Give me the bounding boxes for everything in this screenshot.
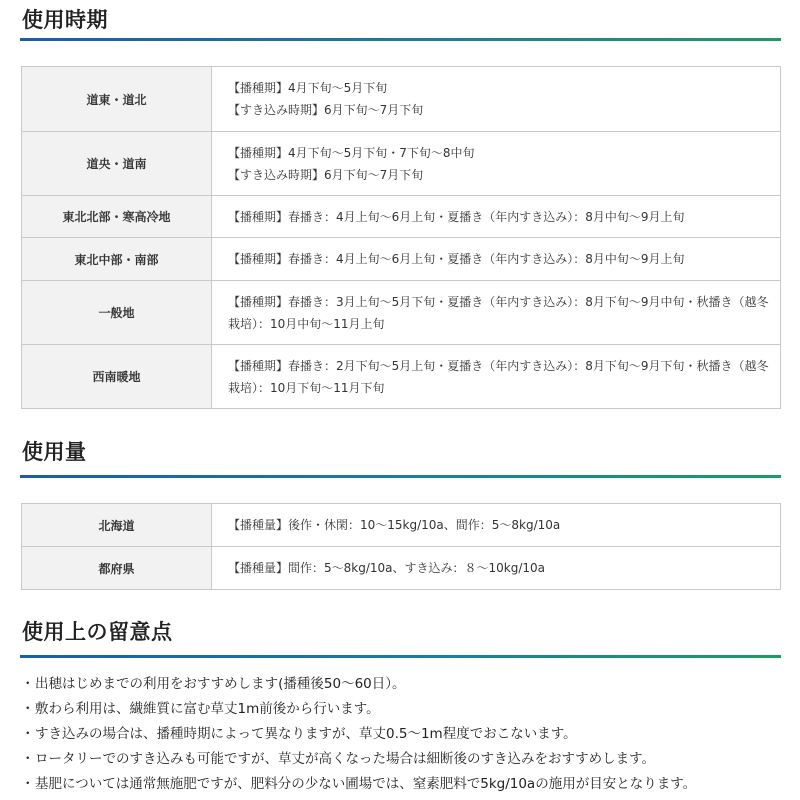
table-row: [22, 345, 781, 409]
section-title-period: 使用時期: [22, 8, 108, 32]
detail-line: 【すき込み時期】6月下旬～7月下旬: [228, 103, 424, 117]
detail-line: 【播種期】春播き：4月上旬～6月上旬・夏播き（年内すき込み）：8月中旬～9月上旬: [228, 209, 685, 224]
note-text: ロータリーでのすき込みも可能ですが、草丈が高くなった場合は細断後のすき込みをおすすめします。: [35, 751, 656, 767]
amount-detail: [212, 504, 781, 547]
section-divider: [20, 38, 781, 41]
list-item: [21, 672, 696, 697]
note-text: 敷わら利用は、繊維質に富む草丈1m前後から行います。: [35, 701, 380, 717]
list-item: [21, 722, 696, 747]
region-label: 北海道: [22, 504, 212, 547]
region-label: 都府県: [22, 547, 212, 590]
detail-line: 【播種量】後作・休閑：10～15kg/10a、間作：5～8kg/10a: [228, 518, 561, 532]
region-label: 西南暖地: [22, 345, 212, 409]
bullet-icon: ・: [21, 726, 35, 742]
bullet-icon: ・: [21, 776, 35, 792]
period-detail: [212, 238, 781, 281]
section-title-notes: 使用上の留意点: [22, 620, 173, 644]
section-title-amount: 使用量: [22, 440, 87, 464]
detail-line: 【播種期】春播き：4月上旬～6月上旬・夏播き（年内すき込み）：8月中旬～9月上旬: [228, 252, 685, 266]
detail-line: 【播種期】4月下旬～5月下旬: [228, 81, 388, 95]
bullet-icon: ・: [21, 676, 35, 692]
period-detail: [212, 281, 781, 345]
detail-line: 【播種期】春播き：2月下旬～5月上旬・夏播き（年内すき込み）：8月下旬～9月下旬・秋播き（越冬栽培）：10月下旬～11月下旬: [228, 358, 769, 395]
note-text: 出穂はじめまでの利用をおすすめします(播種後50～60日）。: [35, 676, 406, 692]
region-label: 東北中部・南部: [22, 238, 212, 281]
table-row: [22, 238, 781, 281]
period-detail: [212, 345, 781, 409]
table-row: [22, 547, 781, 590]
period-detail: [212, 196, 781, 238]
region-label: 道央・道南: [22, 132, 212, 196]
note-text: 基肥については通常無施肥ですが、肥料分の少ない圃場では、窒素肥料で5kg/10aの施用が目安となります。: [35, 776, 697, 792]
region-label: 道東・道北: [22, 67, 212, 132]
region-label: 東北北部・寒高冷地: [22, 196, 212, 238]
list-item: [21, 697, 696, 722]
note-text: すき込みの場合は、播種時期によって異なりますが、草丈0.5～1m程度でおこないます。: [35, 726, 577, 742]
region-label: 一般地: [22, 281, 212, 345]
bullet-icon: ・: [21, 701, 35, 717]
section-divider: [20, 655, 781, 658]
table-row: [22, 67, 781, 132]
list-item: [21, 747, 696, 772]
section-divider: [20, 475, 781, 478]
list-item: [21, 772, 696, 797]
detail-line: 【播種期】春播き：3月上旬～5月下旬・夏播き（年内すき込み）：8月下旬～9月中旬・秋播き（越冬栽培）：10月中旬～11月上旬: [228, 294, 769, 331]
period-detail: [212, 132, 781, 196]
notes-list: [21, 672, 696, 797]
table-row: [22, 504, 781, 547]
period-table: [21, 66, 781, 409]
period-detail: [212, 67, 781, 132]
detail-line: 【播種期】4月下旬～5月下旬・7下旬～8中旬: [228, 145, 475, 160]
bullet-icon: ・: [21, 751, 35, 767]
detail-line: 【すき込み時期】6月下旬～7月下旬: [228, 167, 424, 182]
table-row: [22, 196, 781, 238]
amount-detail: [212, 547, 781, 590]
table-row: [22, 132, 781, 196]
amount-table: [21, 503, 781, 590]
detail-line: 【播種量】間作：5～8kg/10a、すき込み：８～10kg/10a: [228, 561, 546, 575]
table-row: [22, 281, 781, 345]
